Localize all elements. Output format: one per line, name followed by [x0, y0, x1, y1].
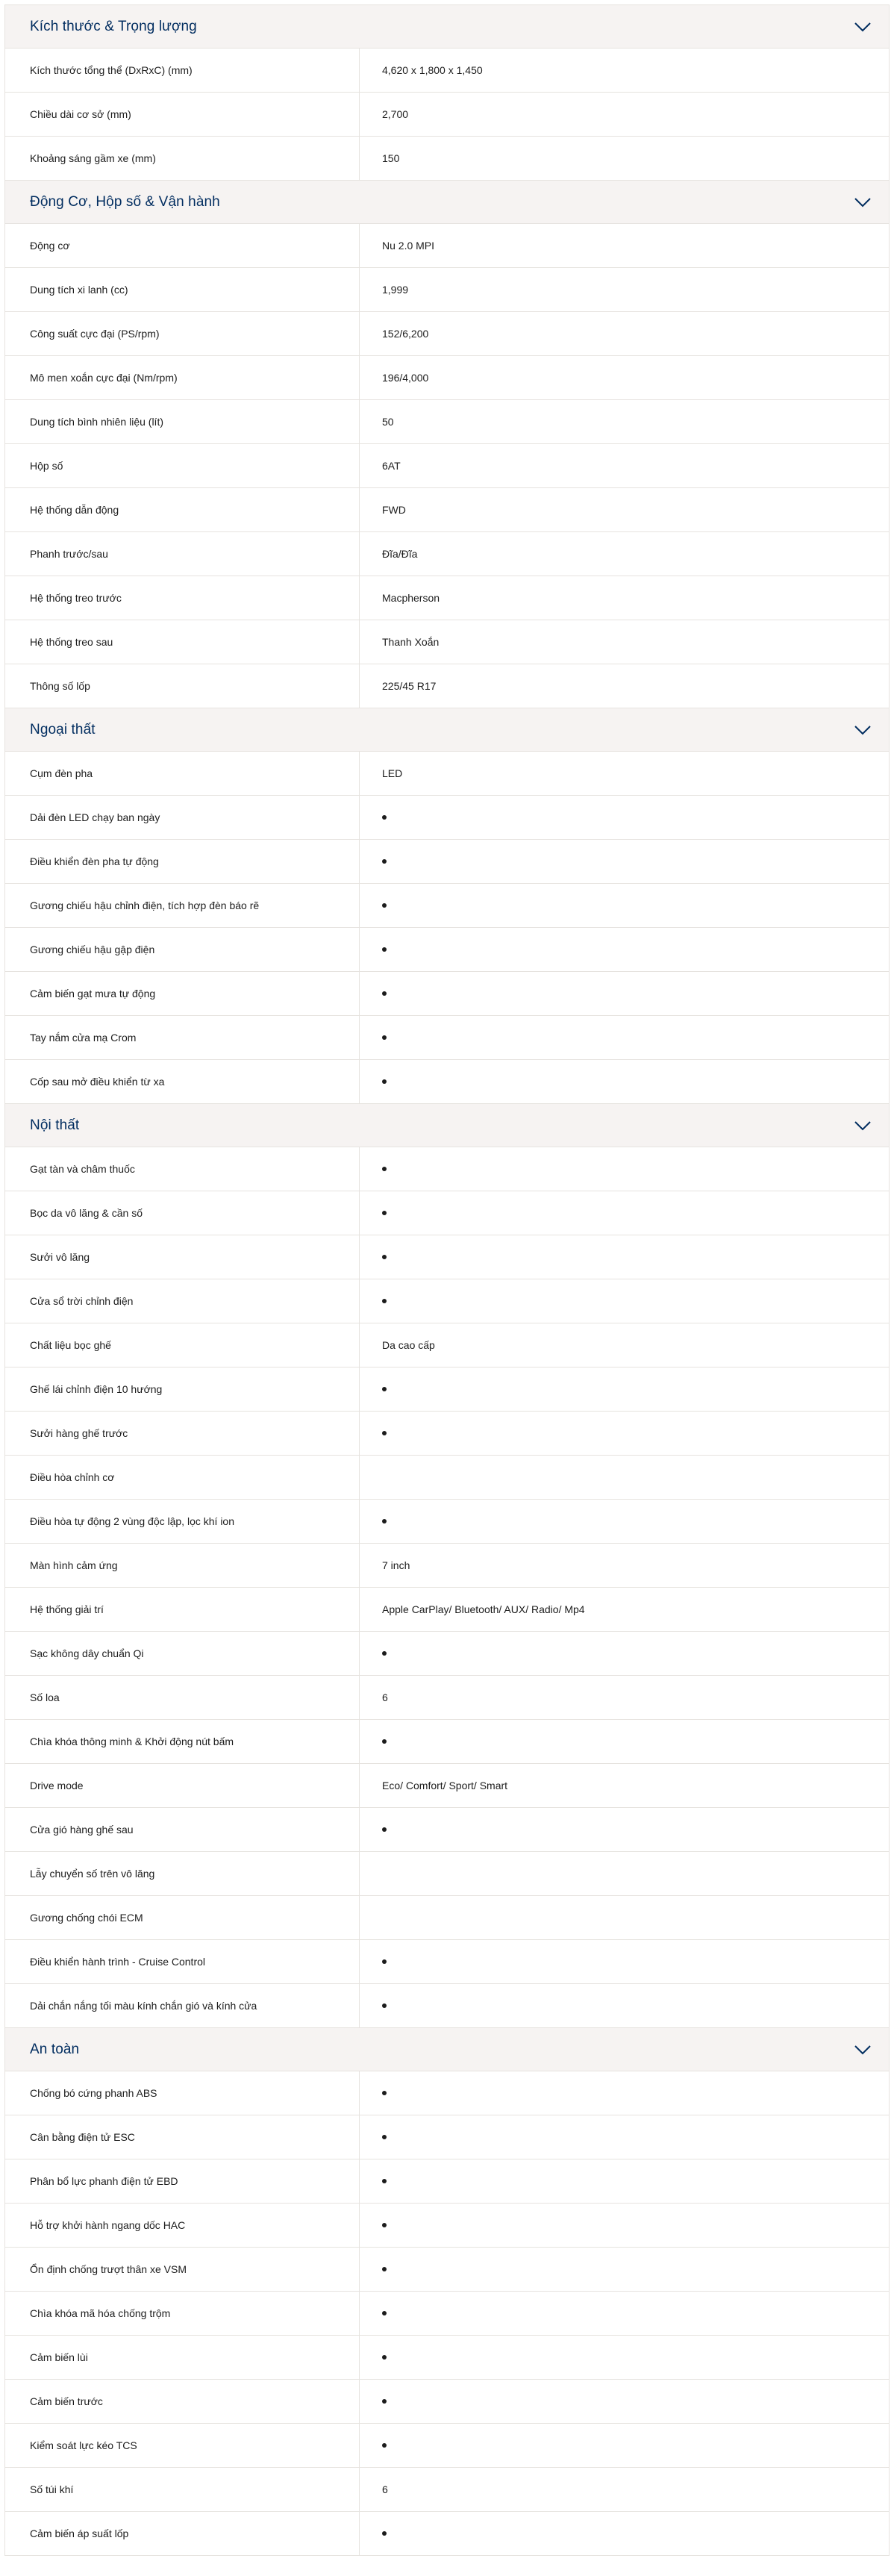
spec-row [5, 1852, 889, 1896]
spec-row [5, 1896, 889, 1940]
spec-row [5, 2380, 889, 2424]
spec-label: Hệ thống treo sau [5, 620, 360, 664]
bullet-dot-icon [382, 1827, 387, 1832]
spec-row [5, 444, 889, 488]
spec-row [5, 1323, 889, 1367]
spec-row [5, 2071, 889, 2115]
spec-value-included [360, 1060, 889, 1103]
spec-value-included [360, 840, 889, 883]
spec-label: Cảm biến gạt mưa tự động [5, 972, 360, 1015]
spec-label: Phân bổ lực phanh điện tử EBD [5, 2159, 360, 2203]
spec-label: Sưởi hàng ghế trước [5, 1412, 360, 1455]
spec-label: Điều hòa chỉnh cơ [5, 1456, 360, 1499]
spec-label: Cửa sổ trời chỉnh điện [5, 1279, 360, 1323]
spec-label: Sưởi vô lăng [5, 1235, 360, 1279]
spec-row [5, 752, 889, 796]
spec-row [5, 1632, 889, 1676]
spec-label: Cảm biến trước [5, 2380, 360, 2423]
spec-label: Kích thước tổng thể (DxRxC) (mm) [5, 49, 360, 92]
bullet-dot-icon [382, 815, 387, 820]
spec-value-included [360, 1500, 889, 1543]
spec-row [5, 1147, 889, 1191]
spec-row [5, 620, 889, 664]
spec-row [5, 1984, 889, 2028]
spec-label: Dải đèn LED chạy ban ngày [5, 796, 360, 839]
spec-label: Cửa gió hàng ghế sau [5, 1808, 360, 1851]
spec-value-included [360, 1279, 889, 1323]
spec-label: Khoảng sáng gầm xe (mm) [5, 137, 360, 180]
spec-value: 4,620 x 1,800 x 1,450 [382, 64, 483, 76]
spec-value: Eco/ Comfort/ Sport/ Smart [382, 1780, 508, 1791]
spec-row [5, 840, 889, 884]
spec-table [4, 4, 890, 2556]
spec-value-included [360, 2336, 889, 2379]
spec-value: 7 inch [382, 1559, 410, 1571]
spec-value-included [360, 884, 889, 927]
spec-label: Hỗ trợ khởi hành ngang dốc HAC [5, 2204, 360, 2247]
spec-row [5, 1412, 889, 1456]
spec-row [5, 2336, 889, 2380]
spec-label: Chìa khóa thông minh & Khởi động nút bấm [5, 1720, 360, 1763]
spec-section [5, 708, 889, 1104]
spec-label: Hệ thống giải trí [5, 1588, 360, 1631]
spec-label: Bọc da vô lăng & cần số [5, 1191, 360, 1235]
spec-label: Thông số lốp [5, 664, 360, 708]
spec-value [360, 1456, 889, 1499]
spec-label: Hộp số [5, 444, 360, 487]
bullet-dot-icon [382, 2399, 387, 2404]
spec-value-included [360, 2292, 889, 2335]
section-title: Ngoại thất [30, 721, 96, 737]
spec-row [5, 972, 889, 1016]
spec-label: Điều khiển đèn pha tự động [5, 840, 360, 883]
spec-value: Da cao cấp [382, 1339, 435, 1351]
spec-label: Dung tích bình nhiên liệu (lít) [5, 400, 360, 443]
bullet-dot-icon [382, 1167, 387, 1171]
bullet-dot-icon [382, 1431, 387, 1435]
spec-row [5, 224, 889, 268]
spec-value: Apple CarPlay/ Bluetooth/ AUX/ Radio/ Mp4 [382, 1603, 585, 1615]
spec-value-included [360, 1367, 889, 1411]
spec-label: Gương chiếu hậu chỉnh điện, tích hợp đèn báo rẽ [5, 884, 360, 927]
spec-label: Ghế lái chỉnh điện 10 hướng [5, 1367, 360, 1411]
spec-value: 1,999 [382, 284, 409, 296]
spec-row [5, 1500, 889, 1544]
spec-label: Kiểm soát lực kéo TCS [5, 2424, 360, 2467]
spec-section [5, 5, 889, 181]
bullet-dot-icon [382, 1739, 387, 1744]
spec-row [5, 93, 889, 137]
spec-row [5, 1367, 889, 1412]
bullet-dot-icon [382, 947, 387, 952]
spec-label: Dung tích xi lanh (cc) [5, 268, 360, 311]
spec-row [5, 1016, 889, 1060]
spec-value-included [360, 2512, 889, 2555]
spec-label: Số loa [5, 1676, 360, 1719]
spec-value-included [360, 1147, 889, 1191]
spec-row [5, 312, 889, 356]
spec-value-included [360, 1632, 889, 1675]
spec-row [5, 576, 889, 620]
spec-label: Cảm biến lùi [5, 2336, 360, 2379]
spec-value-included [360, 2248, 889, 2291]
spec-value-included [360, 1808, 889, 1851]
bullet-dot-icon [382, 1651, 387, 1656]
spec-row [5, 2159, 889, 2204]
spec-value: 6 [382, 2483, 388, 2495]
spec-label: Điều hòa tự động 2 vùng độc lập, lọc khí ion [5, 1500, 360, 1543]
spec-row [5, 400, 889, 444]
spec-label: Cân bằng điện tử ESC [5, 2115, 360, 2159]
bullet-dot-icon [382, 991, 387, 996]
spec-value: Macpherson [382, 592, 440, 604]
spec-row [5, 356, 889, 400]
bullet-dot-icon [382, 1255, 387, 1259]
spec-label: Hệ thống treo trước [5, 576, 360, 620]
spec-row [5, 1676, 889, 1720]
spec-label: Chiều dài cơ sở (mm) [5, 93, 360, 136]
spec-label: Cụm đèn pha [5, 752, 360, 795]
spec-label: Sạc không dây chuẩn Qi [5, 1632, 360, 1675]
bullet-dot-icon [382, 2091, 387, 2095]
spec-value-included [360, 2204, 889, 2247]
spec-label: Hệ thống dẫn động [5, 488, 360, 531]
chevron-down-icon[interactable] [853, 21, 872, 33]
spec-label: Ổn định chống trượt thân xe VSM [5, 2248, 360, 2291]
spec-value: Đĩa/Đĩa [382, 548, 418, 560]
spec-row [5, 928, 889, 972]
spec-row [5, 1544, 889, 1588]
bullet-dot-icon [382, 1211, 387, 1215]
spec-value: FWD [382, 504, 406, 516]
bullet-dot-icon [382, 1299, 387, 1303]
chevron-down-icon[interactable] [853, 724, 872, 736]
spec-row [5, 488, 889, 532]
section-title: Nội thất [30, 1117, 80, 1133]
spec-row [5, 2424, 889, 2468]
bullet-dot-icon [382, 1035, 387, 1040]
spec-label: Số túi khí [5, 2468, 360, 2511]
spec-value-included [360, 1984, 889, 2027]
spec-row [5, 1720, 889, 1764]
spec-value: 150 [382, 152, 400, 164]
section-header[interactable] [5, 2028, 889, 2071]
spec-value: LED [382, 767, 403, 779]
spec-label: Điều khiển hành trình - Cruise Control [5, 1940, 360, 1983]
spec-label: Chìa khóa mã hóa chống trộm [5, 2292, 360, 2335]
spec-label: Cốp sau mở điều khiển từ xa [5, 1060, 360, 1103]
spec-section [5, 181, 889, 708]
chevron-down-icon[interactable] [853, 2044, 872, 2056]
spec-value-included [360, 2424, 889, 2467]
bullet-dot-icon [382, 1519, 387, 1524]
spec-value-included [360, 1720, 889, 1763]
section-header[interactable] [5, 181, 889, 224]
spec-label: Tay nắm cửa mạ Crom [5, 1016, 360, 1059]
spec-label: Chống bó cứng phanh ABS [5, 2071, 360, 2115]
spec-row [5, 1191, 889, 1235]
spec-row [5, 268, 889, 312]
spec-row [5, 1588, 889, 1632]
section-header[interactable] [5, 708, 889, 752]
spec-value: 2,700 [382, 108, 409, 120]
spec-section [5, 2028, 889, 2556]
spec-value-included [360, 928, 889, 971]
spec-value-included [360, 1191, 889, 1235]
spec-value: Nu 2.0 MPI [382, 240, 435, 252]
bullet-dot-icon [382, 2003, 387, 2008]
spec-label: Dải chắn nắng tối màu kính chắn gió và kính cửa [5, 1984, 360, 2027]
spec-label: Công suất cực đại (PS/rpm) [5, 312, 360, 355]
spec-value: Thanh Xoắn [382, 636, 440, 648]
spec-row [5, 137, 889, 181]
spec-value-included [360, 2115, 889, 2159]
spec-row [5, 532, 889, 576]
spec-value-included [360, 1235, 889, 1279]
spec-row [5, 2248, 889, 2292]
spec-value: 6 [382, 1691, 388, 1703]
spec-row [5, 2204, 889, 2248]
bullet-dot-icon [382, 2355, 387, 2360]
bullet-dot-icon [382, 2223, 387, 2227]
spec-label: Màn hình cảm ứng [5, 1544, 360, 1587]
spec-label: Gương chống chói ECM [5, 1896, 360, 1939]
spec-label: Lẫy chuyển số trên vô lăng [5, 1852, 360, 1895]
bullet-dot-icon [382, 903, 387, 908]
bullet-dot-icon [382, 1079, 387, 1084]
spec-label: Chất liệu bọc ghế [5, 1323, 360, 1367]
spec-label: Động cơ [5, 224, 360, 267]
chevron-down-icon[interactable] [853, 1120, 872, 1132]
spec-value-included [360, 1016, 889, 1059]
section-title: An toàn [30, 2041, 80, 2057]
spec-label: Cảm biến áp suất lốp [5, 2512, 360, 2555]
bullet-dot-icon [382, 2311, 387, 2315]
spec-value: 50 [382, 416, 394, 428]
spec-row [5, 49, 889, 93]
spec-label: Drive mode [5, 1764, 360, 1807]
spec-row [5, 1279, 889, 1323]
spec-row [5, 1060, 889, 1104]
spec-value-included [360, 2380, 889, 2423]
spec-section [5, 1104, 889, 2028]
spec-label: Phanh trước/sau [5, 532, 360, 576]
bullet-dot-icon [382, 1959, 387, 1964]
spec-value: 225/45 R17 [382, 680, 437, 692]
bullet-dot-icon [382, 2531, 387, 2536]
section-header[interactable] [5, 5, 889, 49]
bullet-dot-icon [382, 2443, 387, 2448]
spec-value-included [360, 2159, 889, 2203]
spec-value-included [360, 2071, 889, 2115]
spec-row [5, 1940, 889, 1984]
spec-value: 196/4,000 [382, 372, 429, 384]
section-title: Kích thước & Trọng lượng [30, 18, 197, 34]
spec-row [5, 884, 889, 928]
bullet-dot-icon [382, 1387, 387, 1391]
section-header[interactable] [5, 1104, 889, 1147]
spec-row [5, 2468, 889, 2512]
chevron-down-icon[interactable] [853, 196, 872, 208]
spec-label: Gương chiếu hậu gập điện [5, 928, 360, 971]
spec-value-included [360, 972, 889, 1015]
bullet-dot-icon [382, 859, 387, 864]
spec-row [5, 1764, 889, 1808]
section-title: Động Cơ, Hộp số & Vận hành [30, 193, 220, 210]
spec-label: Mô men xoắn cực đại (Nm/rpm) [5, 356, 360, 399]
spec-row [5, 664, 889, 708]
bullet-dot-icon [382, 2179, 387, 2183]
bullet-dot-icon [382, 2135, 387, 2139]
spec-row [5, 2292, 889, 2336]
spec-row [5, 1808, 889, 1852]
spec-row [5, 796, 889, 840]
spec-value [360, 1852, 889, 1895]
spec-row [5, 2115, 889, 2159]
spec-row [5, 2512, 889, 2556]
spec-value-included [360, 1940, 889, 1983]
spec-row [5, 1456, 889, 1500]
spec-label: Gạt tàn và châm thuốc [5, 1147, 360, 1191]
bullet-dot-icon [382, 2267, 387, 2271]
spec-value: 6AT [382, 460, 401, 472]
spec-value [360, 1896, 889, 1939]
spec-value-included [360, 796, 889, 839]
spec-value: 152/6,200 [382, 328, 429, 340]
spec-row [5, 1235, 889, 1279]
spec-value-included [360, 1412, 889, 1455]
